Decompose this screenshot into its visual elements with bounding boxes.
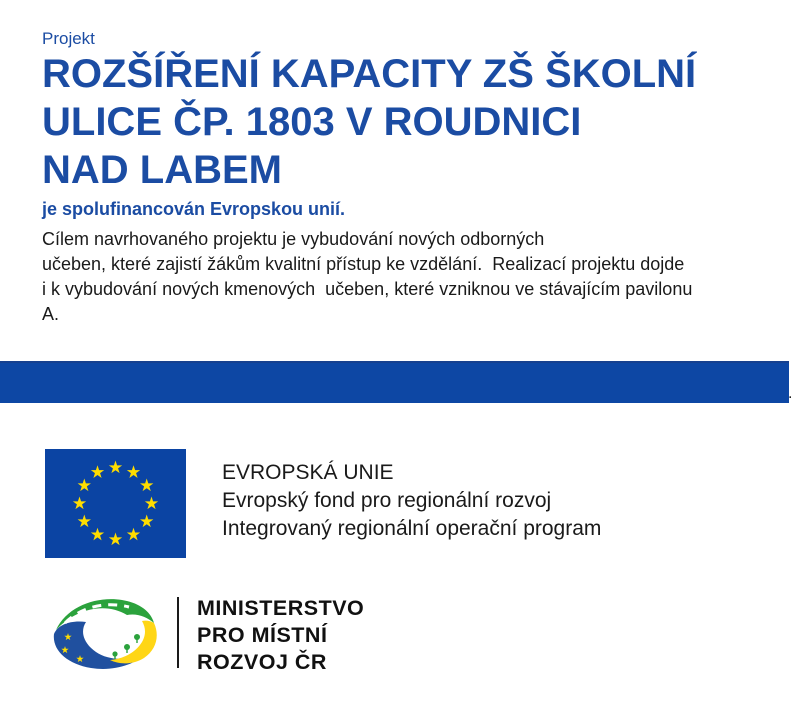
project-label: Projekt [42,29,95,48]
cofinancing-note: je spolufinancován Evropskou unií. [42,199,346,219]
description-line-1: Cílem navrhovaného projektu je vybudování nových odborných [42,229,545,249]
title-line-3: NAD LABEM [42,148,282,192]
ministry-line-1: MINISTERSTVO [197,596,365,620]
eu-line-3: Integrovaný regionální operační program [222,517,602,540]
eu-text-block [222,459,601,543]
description-line-4: A. [42,304,60,324]
title-line-2: ULICE ČP. 1803 V ROUDNICI [42,100,582,144]
project-description [42,227,692,327]
project-title [42,50,696,194]
title-line-1: ROZŠÍŘENÍ KAPACITY ZŠ ŠKOLNÍ [42,52,697,96]
eu-flag-icon [45,449,186,558]
ministry-line-2: PRO MÍSTNÍ [197,623,328,647]
stray-period: . [788,385,793,402]
vertical-divider [177,597,179,668]
ministry-text-block [197,595,364,676]
divider-bar [0,361,789,403]
eu-line-1: EVROPSKÁ UNIE [222,461,394,484]
ministry-line-3: ROZVOJ ČR [197,650,327,674]
ministry-logo-icon [47,594,159,674]
description-line-2: učeben, které zajistí žákům kvalitní přístup ke vzdělání. Realizací projektu dojde [42,254,685,274]
description-line-3: i k vybudování nových kmenových učeben, které vzniknou ve stávajícím pavilonu [42,279,693,299]
eu-line-2: Evropský fond pro regionální rozvoj [222,489,552,512]
